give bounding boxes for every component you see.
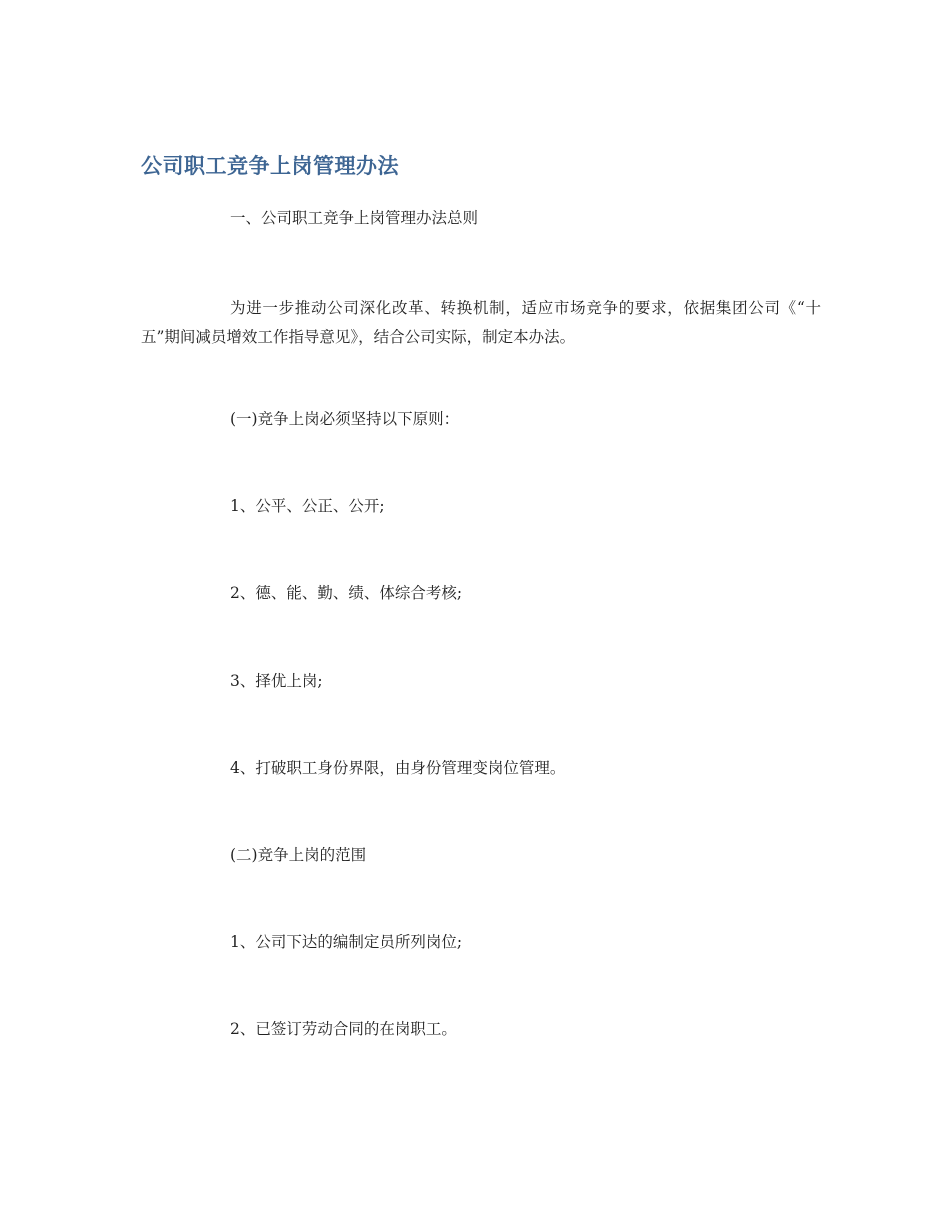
scope-item: 1、公司下达的编制定员所列岗位; bbox=[230, 933, 463, 951]
principle-item: 2、德、能、勤、绩、体综合考核; bbox=[230, 584, 463, 602]
scope-item: 2、已签订劳动合同的在岗职工。 bbox=[230, 1020, 457, 1038]
principle-item: 1、公平、公正、公开; bbox=[230, 497, 385, 515]
principles-heading: (一)竞争上岗必须坚持以下原则： bbox=[230, 410, 460, 428]
principle-item: 3、择优上岗; bbox=[230, 672, 323, 690]
intro-paragraph: 为进一步推动公司深化改革、转换机制，适应市场竞争的要求，依据集团公司《“十五”期间减员增效工作指导意见》，结合公司实际，制定本办法。 bbox=[141, 299, 821, 346]
document-title: 公司职工竞争上岗管理办法 bbox=[141, 154, 399, 178]
section-heading: 一、公司职工竞争上岗管理办法总则 bbox=[230, 209, 479, 227]
principle-item: 4、打破职工身份界限，由身份管理变岗位管理。 bbox=[230, 759, 566, 777]
scope-heading: (二)竞争上岗的范围 bbox=[230, 846, 367, 864]
